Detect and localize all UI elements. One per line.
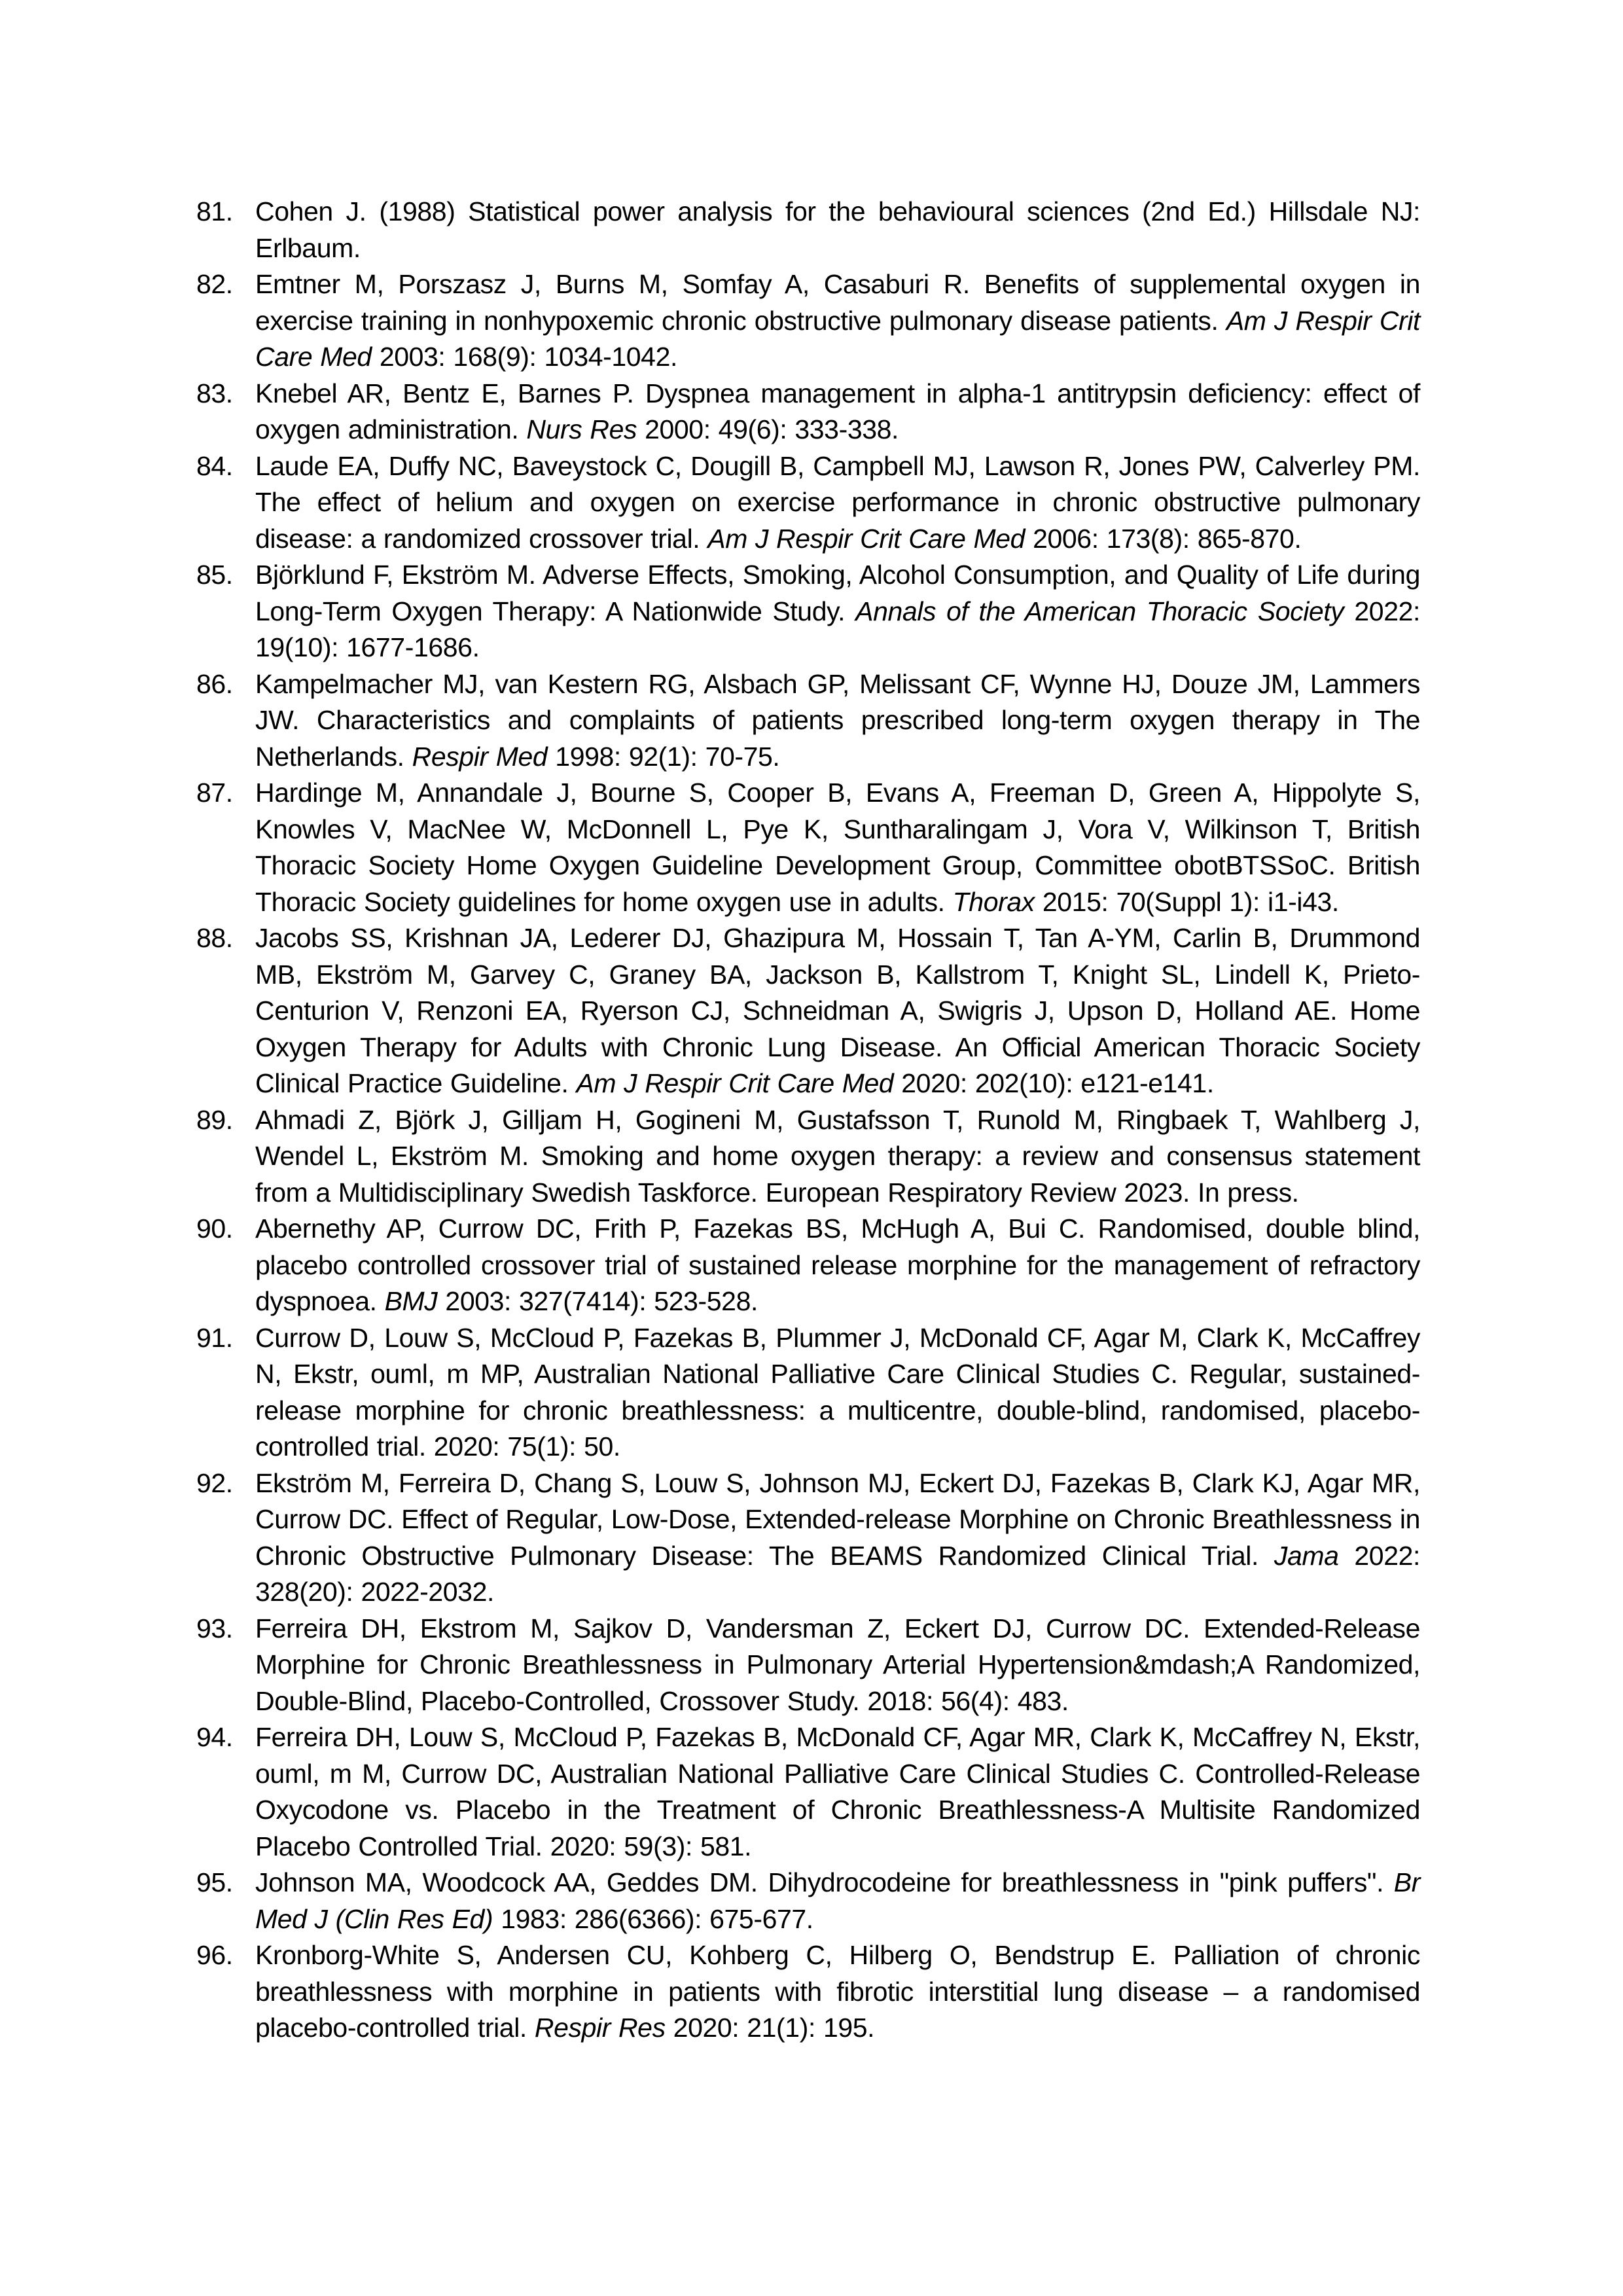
reference-text-segment: Emtner M, Porszasz J, Burns M, Somfay A, Casaburi R. Benefits of supplemental oxygen in exercise training in nonhypoxemic chronic obstructive pulmonary disease patients. — [255, 269, 1420, 336]
journal-name: Jama — [1274, 1540, 1339, 1571]
reference-text-segment: 2020: 21(1): 195. — [665, 2013, 875, 2043]
reference-text-segment: 2015: 70(Suppl 1): i1-i43. — [1034, 886, 1339, 917]
reference-text-segment: 2020: 202(10): e121-e141. — [893, 1068, 1214, 1098]
reference-text — [255, 1722, 1420, 1861]
reference-item — [196, 448, 1420, 558]
reference-text — [255, 1323, 1420, 1462]
journal-name: Respir Res — [534, 2013, 666, 2043]
reference-text-segment: 2022: 328(20): 2022-2032. — [255, 1540, 1420, 1607]
reference-text-segment: Hardinge M, Annandale J, Bourne S, Cooper B, Evans A, Freeman D, Green A, Hippolyte S, Knowles V, MacNee W, McDonnell L, Pye K, Suntharalingam J, Vora V, Wilkinson T, British Thoracic Society Home Oxygen Guideline Development Group, Committee obotBTSSoC. British Thoracic Society guidelines for home oxygen use in adults. — [255, 778, 1420, 917]
journal-name: Respir Med — [412, 741, 548, 772]
reference-text-segment: Ferreira DH, Louw S, McCloud P, Fazekas B, McDonald CF, Agar MR, Clark K, McCaffrey N, Ekstr, ouml, m M, Currow DC, Australian National Palliative Care Clinical Studies C. Controlled-Release Oxycodone vs. Placebo in the Treatment of Chronic Breathlessness-A Multisite Randomized Placebo Controlled Trial. 2020: 59(3): 581. — [255, 1722, 1420, 1861]
reference-text-segment: 1998: 92(1): 70-75. — [547, 741, 780, 772]
reference-text — [255, 269, 1420, 372]
journal-name: Br Med J (Clin Res Ed) — [255, 1867, 1420, 1934]
reference-text — [255, 1468, 1420, 1607]
reference-text — [255, 196, 1420, 263]
reference-number: 88. — [196, 923, 233, 953]
reference-item — [196, 1211, 1420, 1320]
reference-text-segment: 2003: 327(7414): 523-528. — [437, 1286, 758, 1316]
reference-item — [196, 666, 1420, 776]
reference-text-segment: Ahmadi Z, Björk J, Gilljam H, Gogineni M, Gustafsson T, Runold M, Ringbaek T, Wahlberg J, Wendel L, Ekström M. Smoking and home oxygen therapy: a review and consensus statement from a Multidisciplinary Swedish Taskforce. European Respiratory Review 2023. In press. — [255, 1104, 1420, 1208]
reference-item — [196, 1937, 1420, 2047]
reference-text — [255, 923, 1420, 1098]
reference-text — [255, 451, 1420, 554]
reference-number: 83. — [196, 378, 233, 408]
reference-item — [196, 1465, 1420, 1611]
reference-number: 89. — [196, 1104, 233, 1135]
reference-text — [255, 1105, 1420, 1208]
reference-number: 86. — [196, 668, 233, 699]
reference-text — [255, 1613, 1420, 1716]
reference-item — [196, 1865, 1420, 1937]
reference-text-segment: Laude EA, Duffy NC, Baveystock C, Dougill B, Campbell MJ, Lawson R, Jones PW, Calverley PM. The effect of helium and oxygen on exercise performance in chronic obstructive pulmonary disease: a randomized crossover trial. — [255, 450, 1420, 554]
reference-item — [196, 1102, 1420, 1211]
reference-item — [196, 194, 1420, 266]
reference-text-segment: 1983: 286(6366): 675-677. — [493, 1903, 813, 1934]
reference-number: 95. — [196, 1867, 233, 1897]
journal-name: Am J Respir Crit Care Med — [576, 1068, 894, 1098]
reference-number: 92. — [196, 1467, 233, 1498]
reference-text-segment: Johnson MA, Woodcock AA, Geddes DM. Dihydrocodeine for breathlessness in "pink puffers". — [255, 1867, 1394, 1897]
reference-number: 82. — [196, 269, 233, 299]
reference-text — [255, 560, 1420, 662]
reference-text — [255, 378, 1420, 445]
reference-text — [255, 669, 1420, 772]
reference-item — [196, 557, 1420, 666]
reference-text — [255, 1867, 1420, 1934]
reference-text-segment: Kronborg-White S, Andersen CU, Kohberg C, Hilberg O, Bendstrup E. Palliation of chronic breathlessness with morphine in patients with fibrotic interstitial lung disease – a randomised placebo-controlled trial. — [255, 1940, 1420, 2043]
reference-text-segment: Kampelmacher MJ, van Kestern RG, Alsbach GP, Melissant CF, Wynne HJ, Douze JM, Lammers JW. Characteristics and complaints of patients prescribed long-term oxygen therapy in The Netherlands. — [255, 668, 1420, 772]
reference-number: 90. — [196, 1213, 233, 1244]
reference-item — [196, 1719, 1420, 1865]
reference-number: 84. — [196, 450, 233, 481]
reference-number: 96. — [196, 1940, 233, 1970]
reference-text-segment: Ferreira DH, Ekstrom M, Sajkov D, Vandersman Z, Eckert DJ, Currow DC. Extended-Release Morphine for Chronic Breathlessness in Pulmonary Arterial Hypertension&mdash;A Randomized, Double-Blind, Placebo-Controlled, Crossover Study. 2018: 56(4): 483. — [255, 1613, 1420, 1716]
journal-name: Thorax — [952, 886, 1035, 917]
reference-item — [196, 775, 1420, 920]
reference-number: 93. — [196, 1613, 233, 1643]
reference-text-segment: 2000: 49(6): 333-338. — [637, 414, 899, 444]
reference-number: 91. — [196, 1322, 233, 1353]
reference-number: 87. — [196, 778, 233, 808]
journal-name: BMJ — [384, 1286, 438, 1316]
reference-item — [196, 920, 1420, 1102]
reference-text-segment: Cohen J. (1988) Statistical power analysis for the behavioural sciences (2nd Ed.) Hillsdale NJ: Erlbaum. — [255, 196, 1420, 263]
reference-number: 85. — [196, 560, 233, 590]
reference-text-segment: 2006: 173(8): 865-870. — [1025, 523, 1302, 554]
references-list — [196, 194, 1420, 2047]
reference-item — [196, 266, 1420, 376]
reference-text — [255, 1213, 1420, 1316]
reference-text-segment: Abernethy AP, Currow DC, Frith P, Fazekas BS, McHugh A, Bui C. Randomised, double blind, placebo controlled crossover trial of sustained release morphine for the management of refractory dyspnoea. — [255, 1213, 1420, 1316]
reference-item — [196, 1320, 1420, 1465]
reference-number: 81. — [196, 196, 233, 226]
reference-text — [255, 1940, 1420, 2043]
reference-number: 94. — [196, 1722, 233, 1752]
reference-item — [196, 376, 1420, 448]
journal-name: Am J Respir Crit Care Med — [707, 523, 1026, 554]
journal-name: Nurs Res — [526, 414, 637, 444]
reference-text-segment: Björklund F, Ekström M. Adverse Effects, Smoking, Alcohol Consumption, and Quality of Life during Long-Term Oxygen Therapy: A Nationwide Study. — [255, 560, 1420, 626]
reference-text-segment: 2022: 19(10): 1677-1686. — [255, 596, 1421, 662]
reference-text-segment: Currow D, Louw S, McCloud P, Fazekas B, Plummer J, McDonald CF, Agar M, Clark K, McCaffrey N, Ekstr, ouml, m MP, Australian National Palliative Care Clinical Studies C. Regular, sustained-release morphine for chronic breathlessness: a multicentre, double-blind, randomised, placebo-controlled trial. 2020: 75(1): 50. — [255, 1322, 1420, 1462]
reference-item — [196, 1611, 1420, 1720]
reference-text-segment: Knebel AR, Bentz E, Barnes P. Dyspnea management in alpha-1 antitrypsin deficiency: effect of oxygen administration. — [255, 378, 1420, 444]
reference-text-segment: 2003: 168(9): 1034-1042. — [371, 342, 677, 372]
journal-name: Am J Respir Crit Care Med — [255, 305, 1420, 372]
reference-text-segment: Jacobs SS, Krishnan JA, Lederer DJ, Ghazipura M, Hossain T, Tan A-YM, Carlin B, Drummond MB, Ekström M, Garvey C, Graney BA, Jackson B, Kallstrom T, Knight SL, Lindell K, Prieto-Centurion V, Renzoni EA, Ryerson CJ, Schneidman A, Swigris J, Upson D, Holland AE. Home Oxygen Therapy for Adults with Chronic Lung Disease. An Official American Thoracic Society Clinical Practice Guideline. — [255, 923, 1420, 1098]
journal-name: Annals of the American Thoracic Society — [855, 596, 1344, 626]
reference-text-segment: Ekström M, Ferreira D, Chang S, Louw S, Johnson MJ, Eckert DJ, Fazekas B, Clark KJ, Agar MR, Currow DC. Effect of Regular, Low-Dose, Extended-release Morphine on Chronic Breathlessness in Chronic Obstructive Pulmonary Disease: The BEAMS Randomized Clinical Trial. — [255, 1467, 1420, 1571]
reference-text — [255, 778, 1420, 917]
